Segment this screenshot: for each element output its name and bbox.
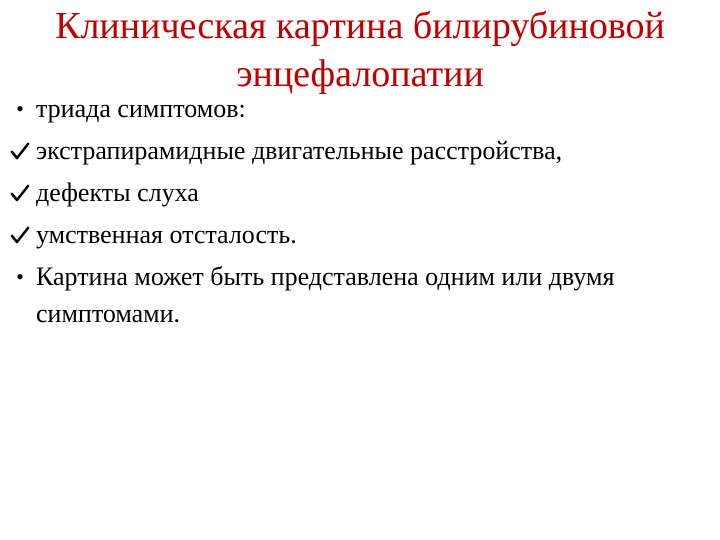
list-item-text: умственная отсталость.	[36, 220, 297, 249]
slide-title: Клиническая картина билирубиновой энцефалопатии	[55, 5, 665, 95]
checkmark-icon	[6, 174, 34, 203]
list-item-text: Картина может быть представлена одним или двумя симптомами.	[36, 262, 615, 328]
list-item	[6, 258, 710, 332]
list-item	[6, 90, 710, 127]
checkmark-icon	[6, 216, 34, 245]
list-item-text: дефекты слуха	[36, 178, 199, 207]
bullet-icon: •	[16, 96, 24, 121]
bullet-icon: •	[16, 264, 24, 289]
list-item-text: экстрапирамидные двигательные расстройства,	[36, 136, 563, 165]
checkmark-icon	[6, 132, 34, 161]
list-item	[6, 216, 710, 253]
list-item	[6, 132, 710, 169]
list-item	[6, 174, 710, 211]
list-item-text: триада симптомов:	[36, 94, 246, 123]
slide-content	[6, 90, 710, 337]
